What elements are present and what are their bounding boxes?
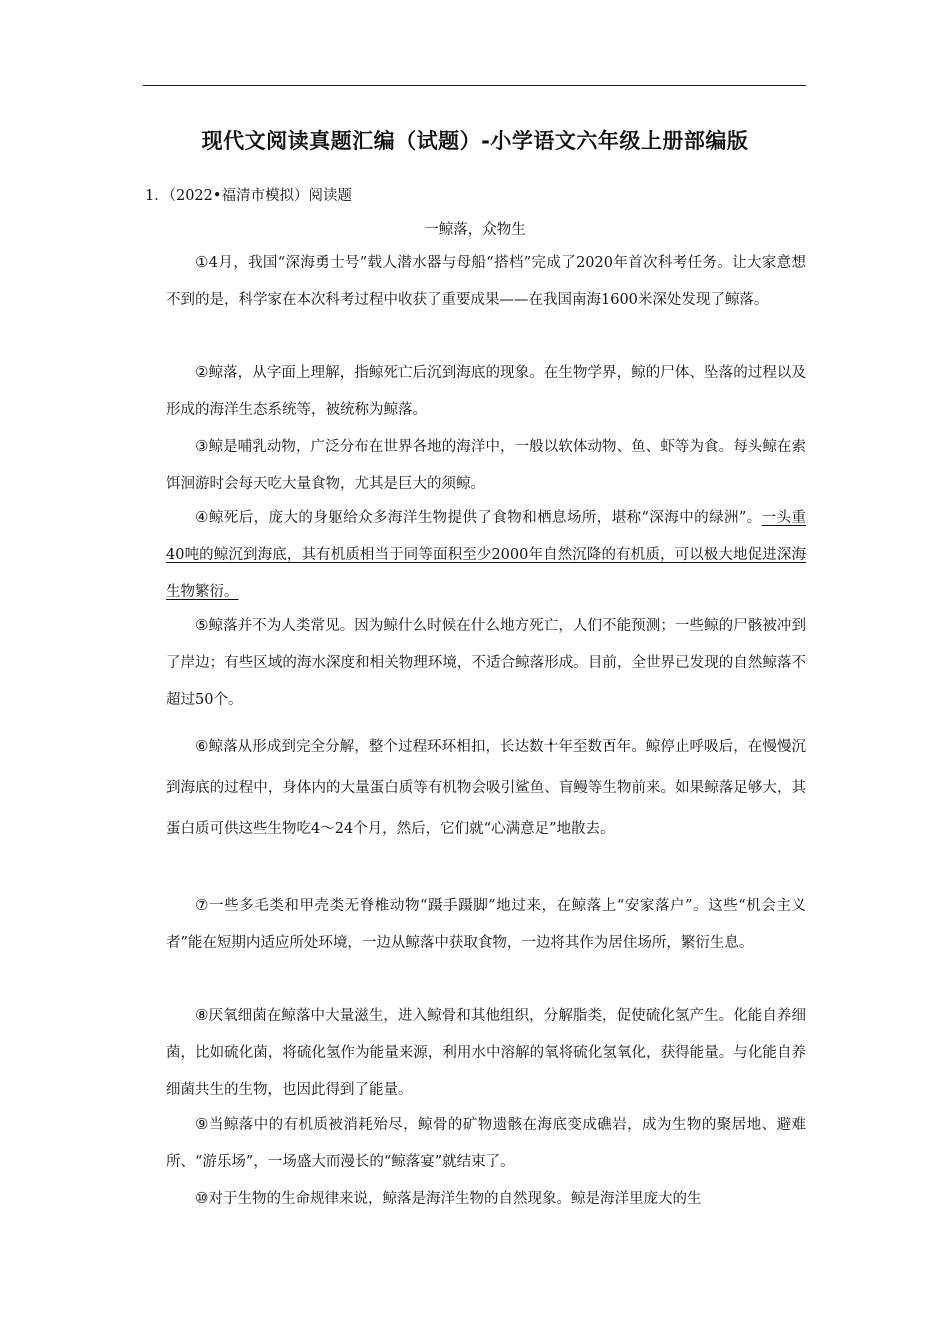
paragraph-text: 百年。鲸停止呼吸后，在慢慢沉到海底的过程中，身体内的大量蛋白质等有机物会吸引鲨鱼、盲鳗等生物前来。如果鲸落足够大，其蛋白质可供这些生物吃4～24个月，然后，它们就“心满意足”地散去。 [166, 739, 807, 837]
underlined-sentence: 一头重40吨的鲸沉到海底，其有机质相当于同等面积至少2000年自然沉降的有机质，可以极大地促进深海生物繁衍。 [166, 510, 806, 600]
paragraph-4 [166, 499, 806, 611]
paragraph-6 [166, 726, 806, 850]
paragraph-number: ② [195, 363, 209, 381]
paragraph-1 [166, 244, 806, 319]
paragraph-text: 十年至 [543, 739, 588, 755]
paragraph-text: 当鲸落中的有机质被消耗殆尽，鲸骨的矿物遗骸在海底变成礁岩，成为生物的聚居地、避难所、“游乐场”，一场盛大而漫长的“鲸落宴”就结束了。 [166, 1117, 806, 1170]
paragraph-text: 鲸落从形成到完全分解，整个过程环环相扣，长达 [208, 739, 530, 755]
paragraph-text: 对于生物的生命规律来说，鲸落是海洋生物的自然现象。鲸是海洋里庞大的生 [208, 1191, 702, 1207]
paragraph-2 [166, 354, 806, 429]
paragraph-8 [166, 997, 806, 1109]
paragraph-text: 鲸落，从字面上理解，指鲸死亡后沉到海底的现象。在生物学界，鲸的尸体、坠落的过程以及形成的海洋生态系统等，被统称为鲸落。 [166, 365, 807, 418]
page-title: 现代文阅读真题汇编（试题）-小学语文六年级上册部编版 [201, 129, 749, 153]
paragraph-text: 厌氧细菌在鲸落中大量滋生，进入鲸骨和其他组织，分解脂类，促使硫化氢产生。化能自养细菌，比如硫化菌，将硫化氢作为能量来源，利用水中溶解的氧将硫化氢氧化，获得能量。与化能自养细菌共生的生物，也因此得到了能量。 [166, 1008, 807, 1098]
paragraph-9 [166, 1106, 806, 1181]
dotted-character: · 数 [529, 739, 544, 755]
passage-title: 一鲸落，众物生 [424, 222, 526, 238]
paragraph-7 [166, 887, 806, 962]
paragraph-text: 4月，我国“深海勇士号”载人潜水器与母船“搭档”完成了2020年首次科考任务。让大家意想不到的是，科学家在本次科考过程中收获了重要成果——在我国南海1600米深处发现了鲸落。 [166, 255, 806, 308]
paragraph-text: 鲸死后，庞大的身躯给众多海洋生物提供了食物和栖息场所，堪称“深海中的绿洲”。 [208, 510, 762, 526]
paragraph-number: ④ [195, 508, 209, 526]
paragraph-5 [166, 607, 806, 719]
question-source: （2022•福清市模拟）阅读题 [168, 188, 352, 204]
paragraph-number: ⑥ [195, 737, 209, 755]
header-rule [143, 85, 806, 86]
paragraph-text: 鲸落并不为人类常见。因为鲸什么时候在什么地方死亡，人们不能预测；一些鲸的尸骸被冲到了岸边；有些区域的海水深度和相关物理环境，不适合鲸落形成。目前，全世界已发现的自然鲸落不超过50个。 [166, 618, 807, 708]
paragraph-number: ① [195, 253, 209, 271]
question-line [145, 184, 352, 205]
paragraph-number: ⑧ [195, 1006, 209, 1024]
paragraph-number: ③ [195, 437, 209, 455]
question-number: 1． [145, 188, 169, 204]
paragraph-number: ⑩ [195, 1189, 209, 1207]
paragraph-10 [166, 1180, 806, 1217]
paragraph-number: ⑤ [195, 616, 209, 634]
paragraph-text: 一些多毛类和甲壳类无脊椎动物“蹑手蹑脚”地过来，在鲸落上“安家落户”。这些“机会主义者”能在短期内适应所处环境，一边从鲸落中获取食物，一边将其作为居住场所，繁衍生息。 [166, 898, 807, 951]
paragraph-3 [166, 428, 806, 503]
paragraph-number: ⑨ [195, 1115, 209, 1133]
paragraph-number: ⑦ [195, 896, 210, 914]
dotted-character: · 数 [587, 739, 602, 755]
paragraph-text: 鲸是哺乳动物，广泛分布在世界各地的海洋中，一般以软体动物、鱼、虾等为食。每头鲸在索饵洄游时会每天吃大量食物，尤其是巨大的须鲸。 [166, 439, 807, 492]
